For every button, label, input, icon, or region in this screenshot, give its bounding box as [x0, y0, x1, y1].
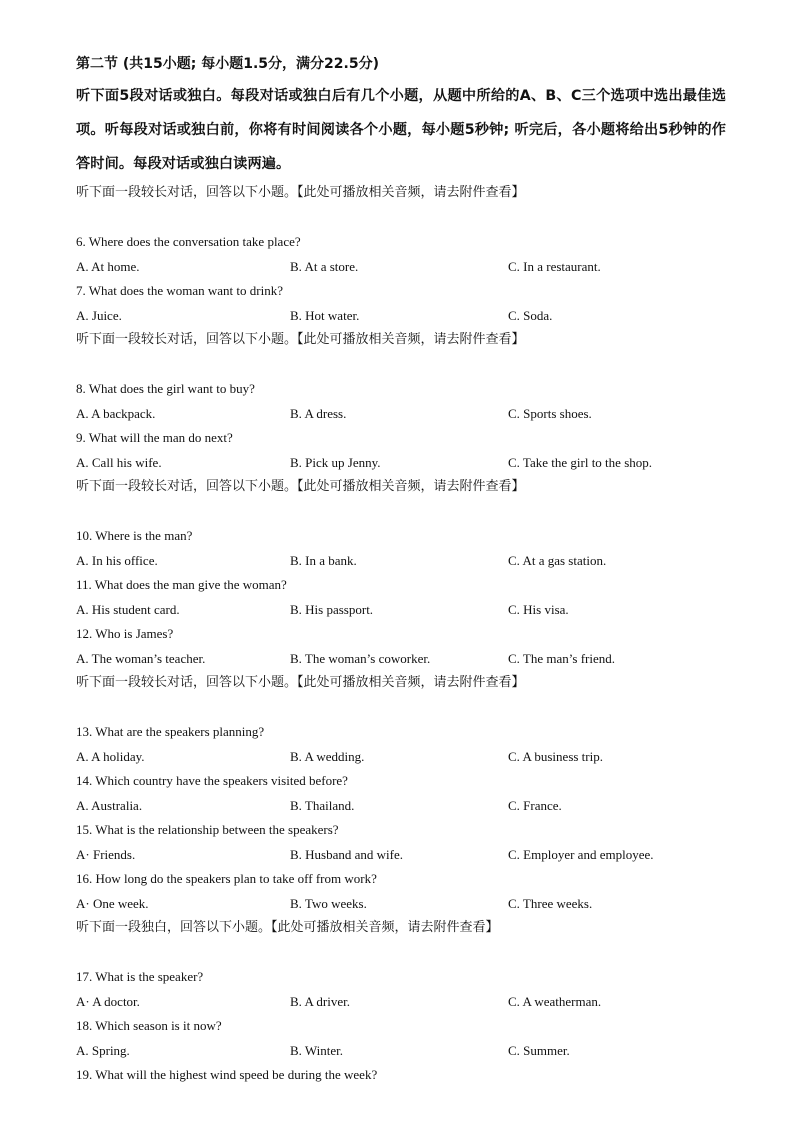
- option-a: A· Friends.: [76, 846, 136, 862]
- dialogue-group: [76, 671, 726, 916]
- option-c: C. At a gas station.: [508, 552, 607, 568]
- option-row: [76, 990, 726, 1015]
- option-a: A. A holiday.: [76, 748, 145, 764]
- option-row: [76, 549, 726, 574]
- group-heading: 听下面一段较长对话，回答以下小题。【此处可播放相关音频，请去附件查看】: [76, 185, 525, 200]
- option-row: [76, 255, 726, 280]
- option-c: C. France.: [508, 797, 562, 813]
- question-text: 17. What is the speaker?: [76, 969, 204, 984]
- option-a: A. Australia.: [76, 797, 143, 813]
- option-c: C. His visa.: [508, 601, 569, 617]
- section-instructions: 听下面5段对话或独白。每段对话或独白后有几个小题，从题中所给的A、B、C三个选项中选出最佳选项。听每段对话或独白前，你将有时间阅读各个小题，每小题5秒钟; 听完后，各小题将给出5秒钟的作答时间。每段对话或独白读两遍。: [76, 88, 726, 172]
- option-row: [76, 1039, 726, 1064]
- option-c: C. Three weeks.: [508, 895, 593, 911]
- question-text: 14. Which country have the speakers visited before?: [76, 773, 348, 788]
- group-heading: 听下面一段较长对话，回答以下小题。【此处可播放相关音频，请去附件查看】: [76, 675, 525, 690]
- dialogue-group: [76, 181, 726, 328]
- option-b: B. His passport.: [290, 601, 374, 617]
- option-c: C. Take the girl to the shop.: [508, 454, 652, 470]
- question-text: 9. What will the man do next?: [76, 430, 233, 445]
- question-text: 7. What does the woman want to drink?: [76, 283, 283, 298]
- option-a: A. At home.: [76, 258, 140, 274]
- option-b: B. Two weeks.: [290, 895, 367, 911]
- option-a: A. Juice.: [76, 307, 122, 323]
- monologue-group: [76, 916, 726, 1088]
- section-title: 第二节 (共15小题; 每小题1.5分，满分22.5分): [76, 56, 379, 72]
- question-text: 13. What are the speakers planning?: [76, 724, 265, 739]
- option-c: C. Summer.: [508, 1042, 570, 1058]
- group-heading: 听下面一段较长对话，回答以下小题。【此处可播放相关音频，请去附件查看】: [76, 479, 525, 494]
- option-b: B. Pick up Jenny.: [290, 454, 381, 470]
- option-b: B. A dress.: [290, 405, 347, 421]
- option-c: C. A business trip.: [508, 748, 603, 764]
- option-row: [76, 304, 726, 329]
- option-b: B. Husband and wife.: [290, 846, 404, 862]
- option-a: A. In his office.: [76, 552, 158, 568]
- option-row: [76, 892, 726, 917]
- option-b: B. Hot water.: [290, 307, 360, 323]
- question-text: 15. What is the relationship between the speakers?: [76, 822, 339, 837]
- option-b: B. A driver.: [290, 993, 350, 1009]
- option-a: A. Spring.: [76, 1042, 130, 1058]
- option-a: A. A backpack.: [76, 405, 156, 421]
- option-b: B. Thailand.: [290, 797, 355, 813]
- option-a: A. Call his wife.: [76, 454, 162, 470]
- option-row: [76, 647, 726, 672]
- group-heading: 听下面一段较长对话，回答以下小题。【此处可播放相关音频，请去附件查看】: [76, 332, 525, 347]
- option-a: A· A doctor.: [76, 993, 140, 1009]
- dialogue-group: [76, 328, 726, 475]
- option-c: C. A weatherman.: [508, 993, 602, 1009]
- option-c: C. In a restaurant.: [508, 258, 601, 274]
- option-c: C. The man’s friend.: [508, 650, 615, 666]
- question-text: 10. Where is the man?: [76, 528, 193, 543]
- option-b: B. At a store.: [290, 258, 359, 274]
- option-b: B. The woman’s coworker.: [290, 650, 431, 666]
- option-c: C. Soda.: [508, 307, 553, 323]
- question-text: 6. Where does the conversation take place?: [76, 234, 301, 249]
- option-a: A· One week.: [76, 895, 149, 911]
- option-c: C. Employer and employee.: [508, 846, 654, 862]
- option-row: [76, 745, 726, 770]
- option-b: B. Winter.: [290, 1042, 344, 1058]
- question-text: 16. How long do the speakers plan to take off from work?: [76, 871, 377, 886]
- question-text: 11. What does the man give the woman?: [76, 577, 287, 592]
- option-a: A. His student card.: [76, 601, 180, 617]
- option-a: A. The woman’s teacher.: [76, 650, 206, 666]
- option-c: C. Sports shoes.: [508, 405, 592, 421]
- question-text: 19. What will the highest wind speed be during the week?: [76, 1067, 378, 1082]
- option-row: [76, 794, 726, 819]
- option-b: B. In a bank.: [290, 552, 357, 568]
- question-text: 8. What does the girl want to buy?: [76, 381, 255, 396]
- option-row: [76, 843, 726, 868]
- listening-section: [76, 53, 726, 1088]
- option-row: [76, 451, 726, 476]
- option-row: [76, 402, 726, 427]
- option-row: [76, 598, 726, 623]
- question-text: 18. Which season is it now?: [76, 1018, 222, 1033]
- dialogue-group: [76, 475, 726, 671]
- option-b: B. A wedding.: [290, 748, 365, 764]
- question-text: 12. Who is James?: [76, 626, 174, 641]
- group-heading: 听下面一段独白，回答以下小题。【此处可播放相关音频，请去附件查看】: [76, 920, 499, 935]
